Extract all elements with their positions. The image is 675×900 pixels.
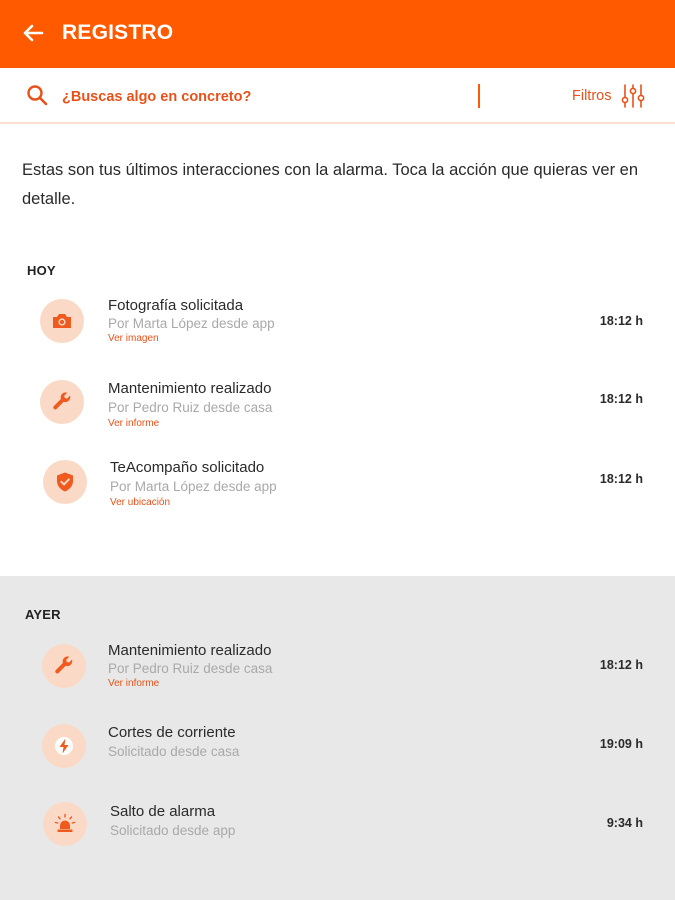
- event-title: Mantenimiento realizado: [108, 380, 272, 397]
- shield-check-icon: [43, 460, 87, 504]
- event-title: Cortes de corriente: [108, 724, 236, 741]
- event-time: 18:12 h: [599, 314, 643, 328]
- event-row[interactable]: [0, 448, 675, 520]
- event-time: 18:12 h: [599, 472, 643, 486]
- event-title: TeAcompaño solicitado: [110, 459, 265, 476]
- event-link[interactable]: Ver ubicación: [110, 497, 171, 508]
- search-input[interactable]: [62, 86, 462, 108]
- event-subtitle: Por Marta López desde app: [108, 316, 275, 331]
- intro-text: Estas son tus últimos interacciones con la alarma. Toca la acción que quieras ver en detalle.: [22, 161, 639, 208]
- event-time: 18:12 h: [599, 658, 643, 672]
- wrench-icon: [40, 380, 84, 424]
- event-subtitle: Solicitado desde casa: [108, 744, 240, 759]
- event-time: 18:12 h: [599, 392, 643, 406]
- sliders-icon: [621, 83, 645, 109]
- event-row[interactable]: [0, 368, 675, 440]
- arrow-left-icon: [20, 20, 46, 46]
- search-divider: [478, 84, 480, 108]
- lightning-icon: [42, 724, 86, 768]
- section-label-yesterday: AYER: [25, 607, 61, 622]
- event-link[interactable]: Ver informe: [108, 678, 160, 689]
- section-label-today: HOY: [27, 263, 56, 278]
- app-bar: [0, 0, 675, 68]
- event-subtitle: Solicitado desde app: [110, 823, 236, 838]
- filters-button[interactable]: [572, 82, 645, 110]
- event-subtitle: Por Pedro Ruiz desde casa: [108, 400, 273, 415]
- event-subtitle: Por Marta López desde app: [110, 479, 277, 494]
- event-link[interactable]: Ver imagen: [108, 333, 159, 344]
- page-title: REGISTRO: [62, 21, 174, 44]
- event-title: Fotografía solicitada: [108, 297, 244, 314]
- filters-label: Filtros: [572, 88, 612, 104]
- event-row[interactable]: [0, 285, 675, 357]
- event-title: Salto de alarma: [110, 803, 216, 820]
- search-bar: [0, 68, 675, 124]
- event-subtitle: Por Pedro Ruiz desde casa: [108, 661, 273, 676]
- event-row[interactable]: [0, 630, 675, 702]
- siren-icon: [43, 802, 87, 846]
- camera-icon: [40, 299, 84, 343]
- search-icon[interactable]: [26, 84, 48, 106]
- back-button[interactable]: [20, 20, 46, 46]
- event-row[interactable]: [0, 792, 675, 864]
- event-time: 9:34 h: [606, 816, 643, 830]
- event-row[interactable]: [0, 712, 675, 784]
- event-time: 19:09 h: [599, 737, 643, 751]
- event-title: Mantenimiento realizado: [108, 642, 272, 659]
- event-link[interactable]: Ver informe: [108, 418, 160, 429]
- wrench-icon: [42, 644, 86, 688]
